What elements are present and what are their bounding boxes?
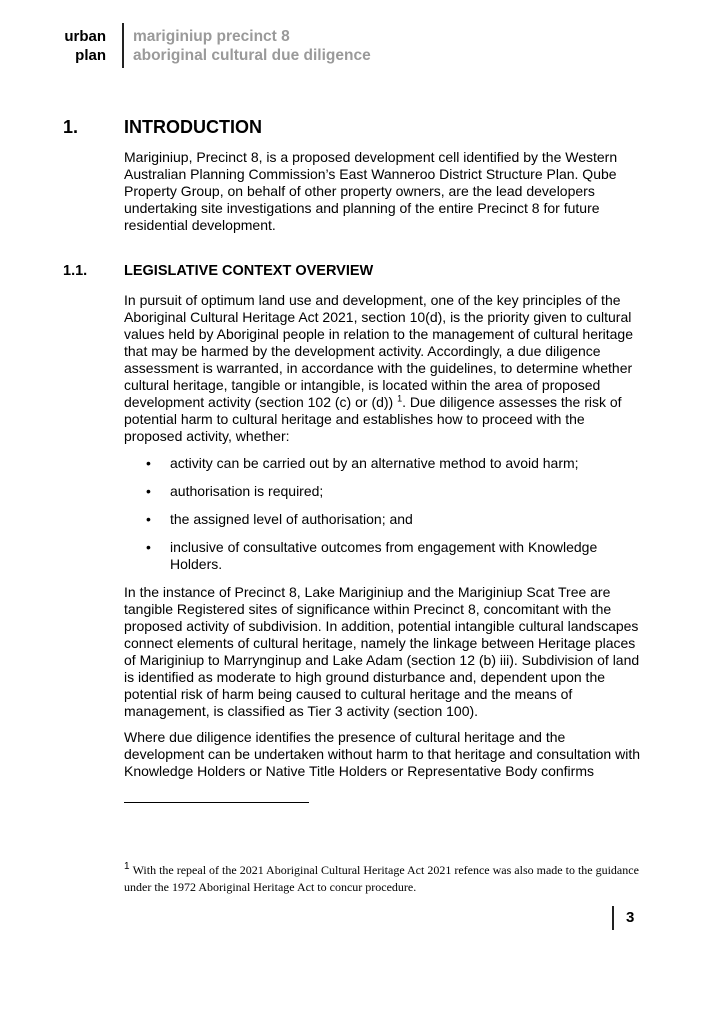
org-name-line1: urban bbox=[64, 28, 106, 45]
footnote-text: With the repeal of the 2021 Aboriginal Cultural Heritage Act 2021 refence was also made to the guidance under the 1972 Aboriginal Heritage Act to concur procedure. bbox=[124, 863, 639, 894]
bullet-icon: • bbox=[146, 483, 151, 499]
bullet-icon: • bbox=[146, 455, 151, 471]
footnote-reference: 1 bbox=[397, 393, 403, 404]
legislative-paragraph-1-text: In pursuit of optimum land use and development, one of the key principles of the Aboriginal Cultural Heritage Act 2021, section 10(d), is the priority given to cultural values held by Aboriginal people in relation to the management of cultural heritage that may be harmed by the development activity. Accordingly, a due diligence assessment is warranted, in accordance with the guidelines, to determine whether cultural heritage, tangible or intangible, is located within the area of proposed development activity (section 102 (c) or (d)) bbox=[124, 292, 633, 410]
list-item-text: authorisation is required; bbox=[170, 483, 324, 499]
section-1-1-heading: LEGISLATIVE CONTEXT OVERVIEW bbox=[124, 263, 374, 279]
document-title bbox=[133, 27, 371, 65]
section-1-heading: INTRODUCTION bbox=[124, 117, 262, 137]
bullet-icon: • bbox=[146, 539, 151, 555]
introduction-paragraph: Mariginiup, Precinct 8, is a proposed development cell identified by the Western Australian Planning Commission’s East Wanneroo District Structure Plan. Qube Property Group, on behalf of other property owners, are the lead developers undertaking site investigations and planning of the entire Precinct 8 for future residential development. bbox=[124, 149, 618, 233]
legislative-paragraph-1 bbox=[124, 292, 646, 445]
document-title-line2: aboriginal cultural due diligence bbox=[133, 47, 371, 64]
page-number-divider bbox=[612, 906, 614, 930]
footnote-mark: 1 bbox=[124, 861, 130, 872]
bullet-icon: • bbox=[146, 511, 151, 527]
list-item-text: the assigned level of authorisation; and bbox=[170, 511, 413, 527]
header-divider bbox=[122, 23, 124, 68]
footnote-separator bbox=[124, 802, 309, 803]
org-name bbox=[50, 27, 106, 65]
footnote bbox=[124, 862, 646, 896]
page-number: 3 bbox=[626, 909, 635, 926]
section-1-number: 1. bbox=[63, 117, 79, 137]
legislative-paragraph-2: In the instance of Precinct 8, Lake Mariginiup and the Mariginiup Scat Tree are tangible Registered sites of significance within Precinct 8, concomitant with the proposed activity of subdivision. In addition, potential intangible cultural landscapes connect elements of cultural heritage, namely the linkage between Heritage places of Mariginiup to Marrynginup and Lake Adam (section 12 (b) iii). Subdivision of land is identified as moderate to high ground disturbance and, dependent upon the potential risk of harm being caused to cultural heritage and the means of management, is classified as Tier 3 activity (section 100). bbox=[124, 584, 640, 719]
legislative-paragraph-1-continued: . Due diligence assesses the risk of potential harm to cultural heritage and establishes how to proceed with the proposed activity, whether: bbox=[124, 394, 622, 444]
section-1-1-number: 1.1. bbox=[63, 263, 88, 279]
org-name-line2: plan bbox=[75, 47, 106, 64]
legislative-paragraph-3: Where due diligence identifies the presence of cultural heritage and the development can be undertaken without harm to that heritage and consultation with Knowledge Holders or Native Title Holders or Representative Body confirms bbox=[124, 729, 640, 779]
list-item-text: inclusive of consultative outcomes from engagement with Knowledge Holders. bbox=[170, 539, 598, 572]
document-title-line1: mariginiup precinct 8 bbox=[133, 28, 290, 45]
list-item-text: activity can be carried out by an alternative method to avoid harm; bbox=[170, 455, 579, 471]
